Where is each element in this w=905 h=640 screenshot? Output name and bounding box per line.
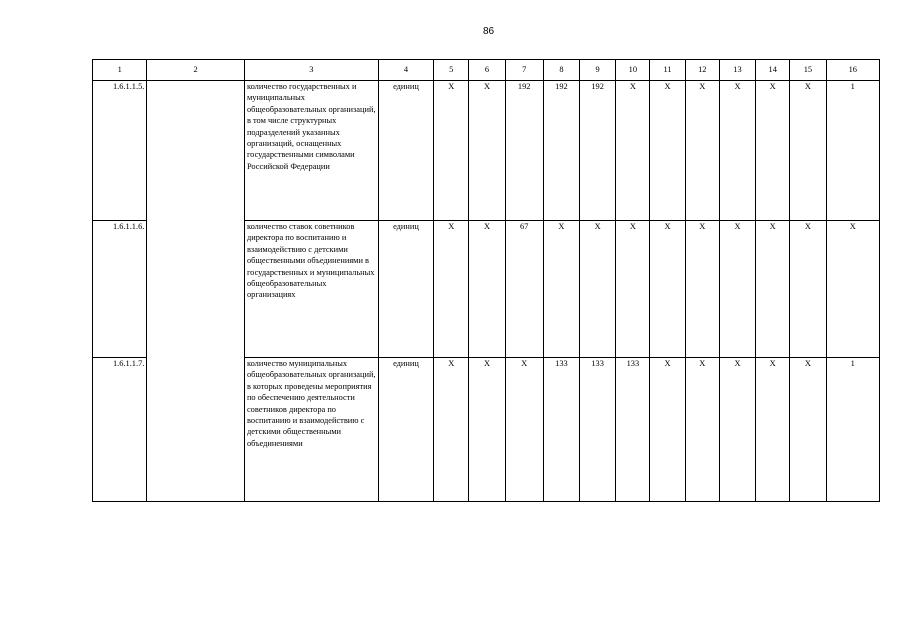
value-cell: Х <box>790 221 826 358</box>
column-header: 6 <box>469 60 505 81</box>
value-cell: Х <box>434 81 469 221</box>
value-cell: Х <box>469 358 505 502</box>
row-code: 1.6.1.1.6. <box>93 221 147 358</box>
value-cell: 133 <box>543 358 579 502</box>
value-cell: Х <box>719 81 755 221</box>
column-header: 8 <box>543 60 579 81</box>
column-header: 5 <box>434 60 469 81</box>
value-cell: Х <box>756 358 790 502</box>
column-header: 15 <box>790 60 826 81</box>
value-cell: Х <box>719 358 755 502</box>
value-cell: 1 <box>826 358 879 502</box>
value-cell: Х <box>756 221 790 358</box>
column-header: 12 <box>685 60 719 81</box>
value-cell: Х <box>469 221 505 358</box>
value-cell: Х <box>685 221 719 358</box>
value-cell: Х <box>790 81 826 221</box>
value-cell: Х <box>685 81 719 221</box>
row-unit: единиц <box>378 221 433 358</box>
value-cell: 67 <box>505 221 543 358</box>
value-cell: Х <box>543 221 579 358</box>
value-cell: Х <box>580 221 616 358</box>
value-cell: Х <box>719 221 755 358</box>
column-header: 11 <box>650 60 685 81</box>
value-cell: Х <box>756 81 790 221</box>
header-row <box>93 60 880 81</box>
row-code: 1.6.1.1.7. <box>93 358 147 502</box>
value-cell: Х <box>469 81 505 221</box>
column-header: 14 <box>756 60 790 81</box>
value-cell: 133 <box>580 358 616 502</box>
value-cell: Х <box>650 221 685 358</box>
data-table <box>92 59 880 502</box>
value-cell: 192 <box>543 81 579 221</box>
column-header: 3 <box>244 60 378 81</box>
page-number: 86 <box>482 26 495 37</box>
value-cell: 192 <box>505 81 543 221</box>
row-unit: единиц <box>378 81 433 221</box>
value-cell: Х <box>505 358 543 502</box>
column-header: 4 <box>378 60 433 81</box>
value-cell: Х <box>616 221 650 358</box>
column-header: 1 <box>93 60 147 81</box>
value-cell: Х <box>826 221 879 358</box>
row-code: 1.6.1.1.5. <box>93 81 147 221</box>
row-description: количество государственных и муниципальных общеобразовательных организаций, в том числе структурных подразделений указанных организаций, оснащенных государственными символами Российской Федерации <box>244 81 378 221</box>
value-cell: Х <box>616 81 650 221</box>
empty-cell <box>147 81 245 502</box>
value-cell: Х <box>434 221 469 358</box>
value-cell: Х <box>650 358 685 502</box>
table-row <box>93 81 880 221</box>
value-cell: Х <box>434 358 469 502</box>
row-description: количество ставок советников директора по воспитанию и взаимодействию с детскими общественными объединениями в государственных и муниципальных общеобразовательных организациях <box>244 221 378 358</box>
column-header: 16 <box>826 60 879 81</box>
value-cell: Х <box>790 358 826 502</box>
row-description: количество муниципальных общеобразовательных организаций, в которых проведены мероприятия по обеспечению деятельности советников директора по воспитанию и взаимодействию с детскими общественными объединениями <box>244 358 378 502</box>
value-cell: 192 <box>580 81 616 221</box>
column-header: 9 <box>580 60 616 81</box>
row-unit: единиц <box>378 358 433 502</box>
column-header: 13 <box>719 60 755 81</box>
column-header: 2 <box>147 60 245 81</box>
column-header: 7 <box>505 60 543 81</box>
value-cell: Х <box>685 358 719 502</box>
column-header: 10 <box>616 60 650 81</box>
value-cell: 133 <box>616 358 650 502</box>
value-cell: Х <box>650 81 685 221</box>
value-cell: 1 <box>826 81 879 221</box>
